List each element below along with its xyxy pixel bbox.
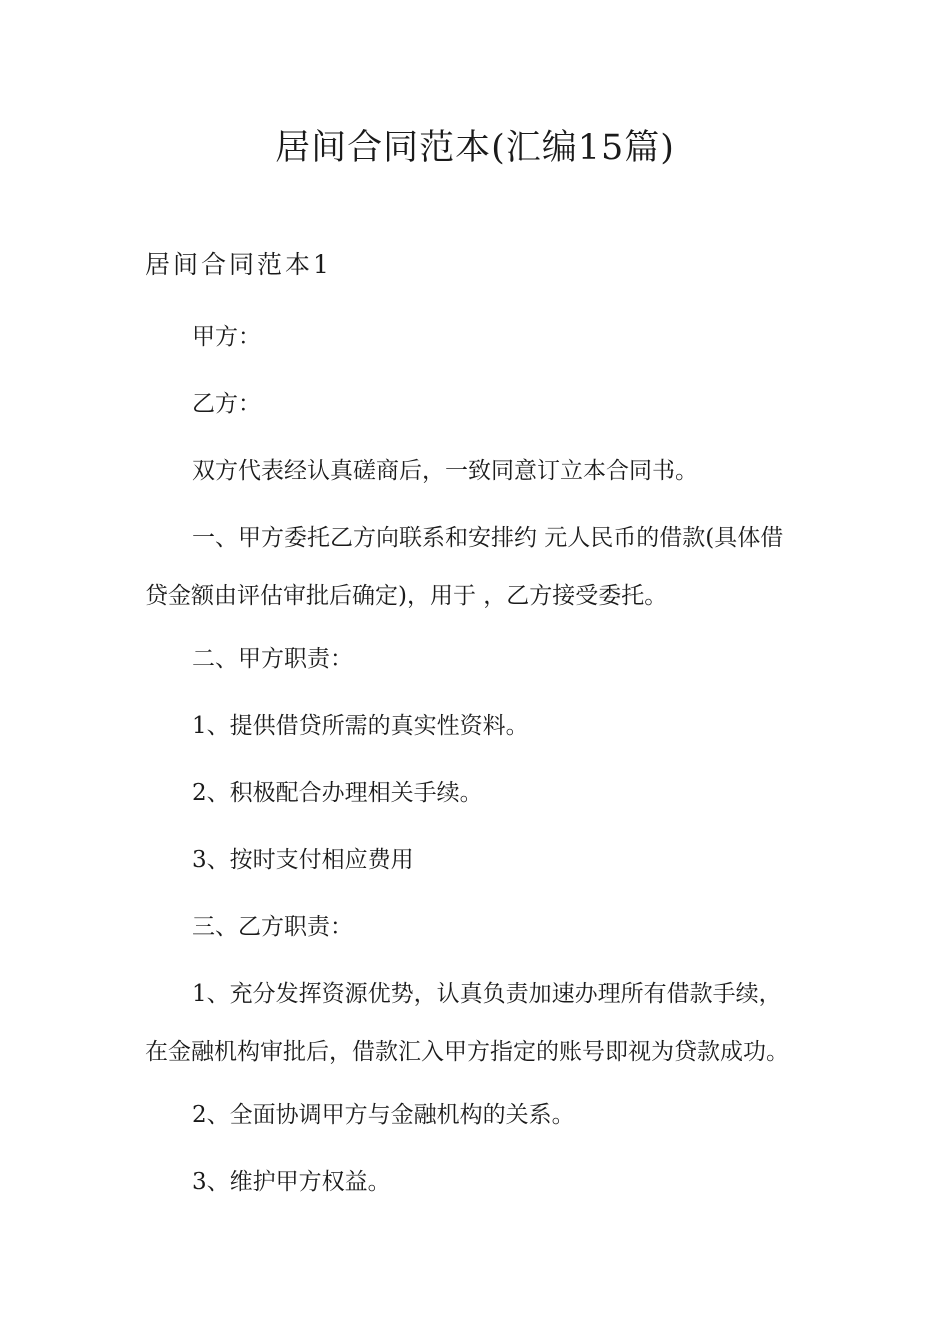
paragraph-clause-2-item-2 [145,764,815,822]
paragraph-line: 3、按时支付相应费用 [192,847,414,873]
paragraph-line: 2、全面协调甲方与金融机构的关系。 [192,1102,575,1128]
paragraph-line: 双方代表经认真磋商后，一致同意订立本合同书。 [192,458,698,484]
paragraph-clause-3-item-3 [145,1153,815,1211]
paragraph-line: 3、维护甲方权益。 [192,1169,391,1195]
paragraph-clause-2-heading [145,630,815,688]
paragraph-clause-3-heading [145,898,815,956]
paragraph-line: 贷金额由评估审批后确定)，用于 ，乙方接受委托。 [145,583,668,609]
paragraph-clause-3-item-2 [145,1086,815,1144]
paragraph-line: 乙方： [192,391,261,417]
paragraph-clause-1 [145,509,815,625]
paragraph-line: 1、充分发挥资源优势，认真负责加速办理所有借款手续， [192,981,782,1007]
section-heading: 居间合同范本1 [145,250,332,279]
paragraph-intro [145,442,815,500]
paragraph-party-b [145,375,815,433]
paragraph-line: 一、甲方委托乙方向联系和安排约 元人民币的借款(具体借 [192,525,784,551]
paragraph-party-a [145,308,815,366]
paragraph-clause-2-item-1 [145,697,815,755]
paragraph-clause-3-item-1 [145,965,815,1081]
paragraph-line: 2、积极配合办理相关手续。 [192,780,483,806]
paragraph-clause-2-item-3 [145,831,815,889]
paragraph-line: 1、提供借贷所需的真实性资料。 [192,713,529,739]
paragraph-line: 在金融机构审批后，借款汇入甲方指定的账号即视为贷款成功。 [145,1039,789,1065]
paragraph-line: 甲方： [192,324,261,350]
document-title: 居间合同范本(汇编15篇) [275,128,675,168]
paragraph-line: 三、乙方职责： [192,914,353,940]
paragraph-line: 二、甲方职责： [192,646,353,672]
